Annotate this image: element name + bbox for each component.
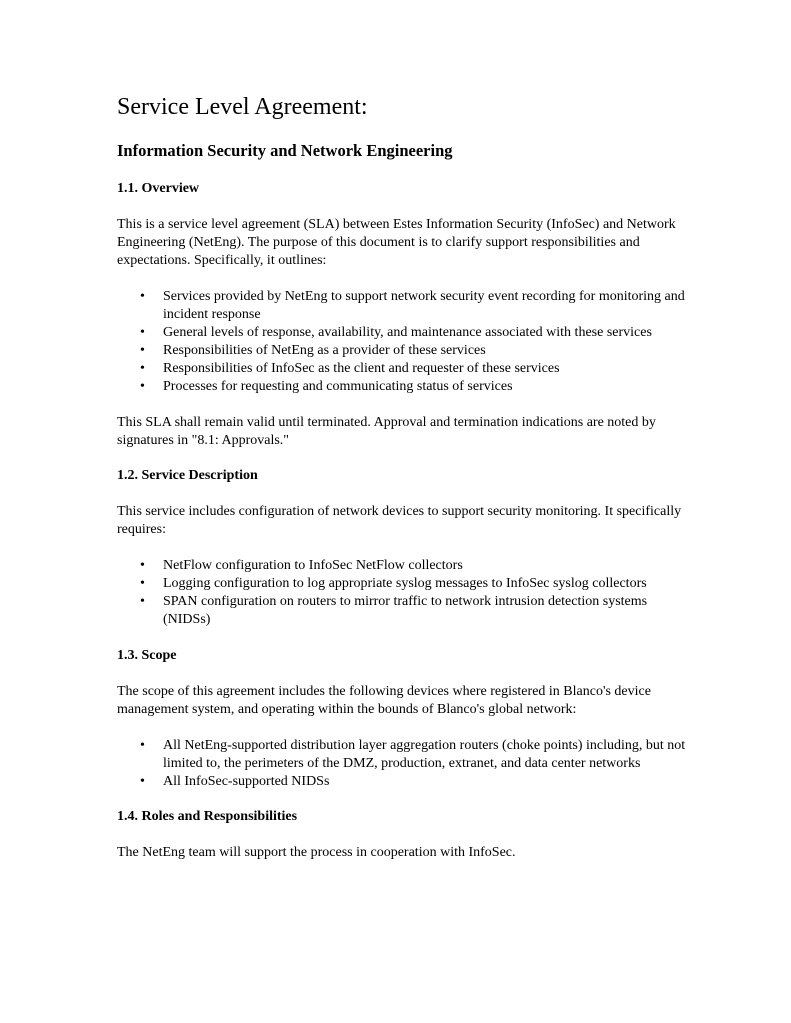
list-item-text: General levels of response, availability, and maintenance associated with these services: [163, 325, 652, 340]
list-item-text: Responsibilities of InfoSec as the client and requester of these services: [163, 361, 560, 376]
document-page: [117, 92, 687, 862]
document-title: Service Level Agreement:: [117, 94, 368, 120]
scope-bullet-list: [117, 737, 687, 791]
bullet-icon: •: [140, 738, 145, 753]
list-item: [117, 593, 687, 629]
overview-intro-paragraph: This is a service level agreement (SLA) between Estes Information Security (InfoSec) and Network Engineering (NetEng). The purpose of this document is to clarify support responsibilities and expectations. Specifically, it outlines:: [117, 217, 676, 268]
bullet-icon: •: [140, 343, 145, 358]
bullet-icon: •: [140, 289, 145, 304]
list-item-text: Services provided by NetEng to support network security event recording for monitoring and incident response: [163, 289, 685, 322]
section-heading-service-description: 1.2. Service Description: [117, 468, 258, 483]
list-item-text: Responsibilities of NetEng as a provider of these services: [163, 343, 486, 358]
list-item: [117, 575, 687, 593]
list-item-text: All NetEng-supported distribution layer aggregation routers (choke points) including, but not limited to, the perimeters of the DMZ, production, extranet, and data center networks: [163, 738, 686, 771]
document-subtitle: Information Security and Network Engineering: [117, 141, 453, 160]
section-heading-roles: 1.4. Roles and Responsibilities: [117, 809, 298, 824]
service-description-paragraph: This service includes configuration of network devices to support security monitoring. It specifically requires:: [117, 504, 682, 537]
service-description-bullet-list: [117, 557, 687, 629]
bullet-icon: •: [140, 774, 145, 789]
bullet-icon: •: [140, 361, 145, 376]
bullet-icon: •: [140, 379, 145, 394]
list-item: [117, 342, 687, 360]
overview-bullet-list: [117, 288, 687, 396]
bullet-icon: •: [140, 558, 145, 573]
scope-paragraph: The scope of this agreement includes the following devices where registered in Blanco's device management system, and operating within the bounds of Blanco's global network:: [117, 684, 651, 717]
bullet-icon: •: [140, 594, 145, 609]
roles-paragraph: The NetEng team will support the process in cooperation with InfoSec.: [117, 845, 516, 860]
list-item: [117, 324, 687, 342]
bullet-icon: •: [140, 576, 145, 591]
list-item: [117, 737, 687, 773]
list-item: [117, 378, 687, 396]
list-item: [117, 288, 687, 324]
list-item-text: Processes for requesting and communicating status of services: [163, 379, 513, 394]
list-item: [117, 557, 687, 575]
section-heading-scope: 1.3. Scope: [117, 648, 177, 663]
section-heading-overview: 1.1. Overview: [117, 181, 200, 196]
list-item: [117, 773, 687, 791]
overview-closing-paragraph: This SLA shall remain valid until terminated. Approval and termination indications are noted by signatures in "8.1: Approvals.": [117, 415, 656, 448]
list-item-text: NetFlow configuration to InfoSec NetFlow collectors: [163, 558, 463, 573]
list-item-text: All InfoSec-supported NIDSs: [163, 774, 330, 789]
list-item-text: SPAN configuration on routers to mirror traffic to network intrusion detection systems (NIDSs): [163, 594, 648, 627]
bullet-icon: •: [140, 325, 145, 340]
list-item-text: Logging configuration to log appropriate syslog messages to InfoSec syslog collectors: [163, 576, 647, 591]
list-item: [117, 360, 687, 378]
